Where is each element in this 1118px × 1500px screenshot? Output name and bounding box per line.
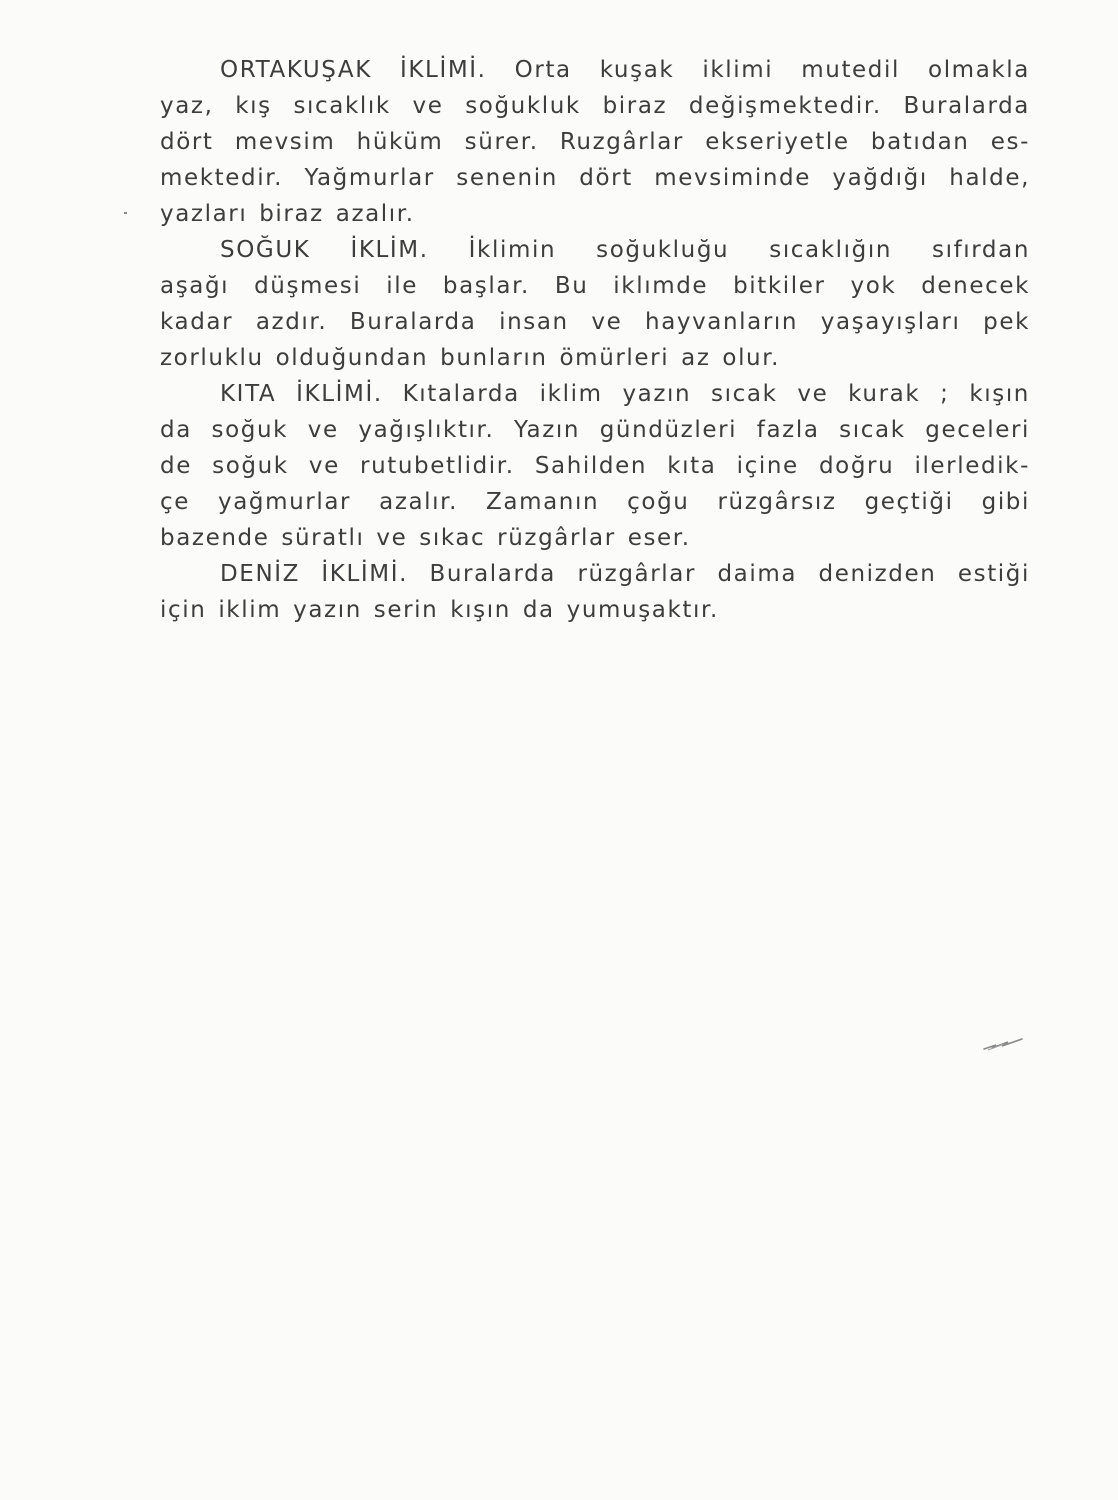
text-line: yaz, kış sıcaklık ve soğukluk biraz değişmektedir. Buralarda — [160, 93, 1030, 119]
text-line: bazende süratlı ve sıkac rüzgârlar eser. — [160, 525, 691, 551]
text-line: zorluklu olduğundan bunların ömürleri az olur. — [160, 345, 781, 371]
text-line: da soğuk ve yağışlıktır. Yazın gündüzleri fazla sıcak geceleri — [160, 417, 1030, 443]
text-line: ORTAKUŞAK İKLİMİ. Orta kuşak iklimi mutedil olmakla — [220, 57, 1030, 83]
paragraph-ortakusak-iklimi — [160, 52, 1030, 232]
paragraph-kita-iklimi — [160, 376, 1030, 556]
margin-speck — [124, 212, 127, 214]
text-line: mektedir. Yağmurlar senenin dört mevsiminde yağdığı halde, — [160, 165, 1030, 191]
text-line: aşağı düşmesi ile başlar. Bu iklımde bitkiler yok denecek — [160, 273, 1030, 299]
text-line: kadar azdır. Buralarda insan ve hayvanların yaşayışları pek — [160, 309, 1030, 335]
ink-smudge — [982, 1036, 1024, 1052]
text-line: KITA İKLİMİ. Kıtalarda iklim yazın sıcak ve kurak ; kışın — [220, 381, 1030, 407]
text-line: çe yağmurlar azalır. Zamanın çoğu rüzgârsız geçtiği gibi — [160, 489, 1030, 515]
text-line: SOĞUK İKLİM. İklimin soğukluğu sıcaklığın sıfırdan — [220, 237, 1030, 263]
text-line: için iklim yazın serin kışın da yumuşaktır. — [160, 597, 719, 623]
text-line: de soğuk ve rutubetlidir. Sahilden kıta içine doğru ilerledik- — [160, 453, 1030, 479]
paragraph-soguk-iklim — [160, 232, 1030, 376]
text-line: DENİZ İKLİMİ. Buralarda rüzgârlar daima denizden esti̇ği — [220, 561, 1030, 587]
paragraph-deniz-iklimi — [160, 556, 1030, 628]
text-line: yazları biraz azalır. — [160, 201, 415, 227]
body-text — [160, 52, 1030, 628]
text-line: dört mevsim hüküm sürer. Ruzgârlar ekseriyetle batıdan es- — [160, 129, 1030, 155]
